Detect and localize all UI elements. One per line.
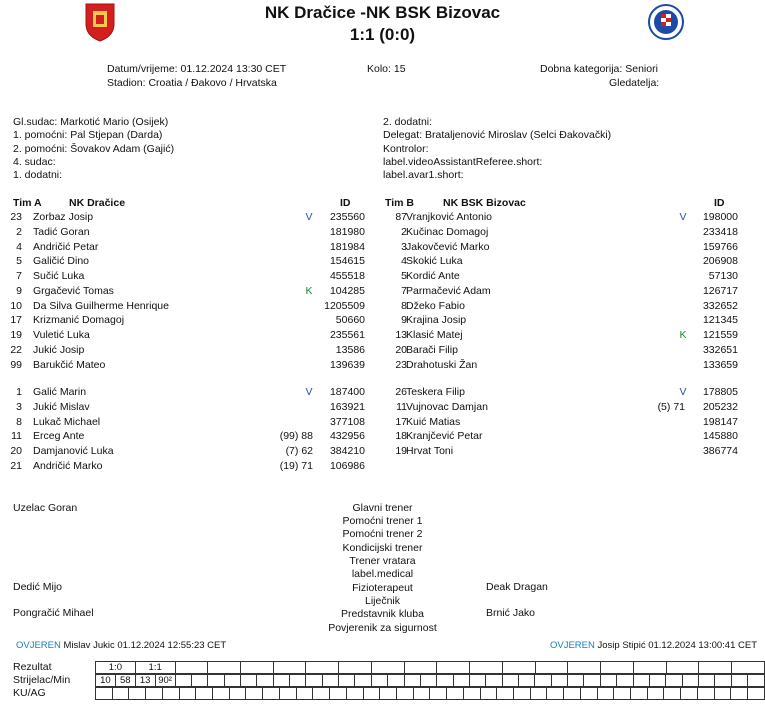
grid-cell xyxy=(224,675,240,687)
grid-cell xyxy=(731,675,747,687)
grid-cell xyxy=(714,688,731,700)
player-name: Kučinac Domagoj xyxy=(406,225,489,238)
grid-cell xyxy=(420,675,436,687)
player-name: Kuić Matias xyxy=(406,415,461,428)
away-physio: Deak Dragan xyxy=(486,581,548,593)
grid-cell xyxy=(263,688,280,700)
grid-cell xyxy=(346,688,363,700)
grid-cell xyxy=(513,688,530,700)
grid-cell xyxy=(748,675,765,687)
verified-badge: OVJEREN xyxy=(550,640,595,651)
staff-role-label: label.medical xyxy=(351,568,414,580)
official-entry: 2. dodatni: xyxy=(383,116,433,128)
player-number: 2 xyxy=(401,225,407,238)
grid-cell xyxy=(519,675,535,687)
grid-cell xyxy=(497,688,514,700)
grid-cell: 1:0 xyxy=(96,662,136,674)
player-number: 87 xyxy=(395,211,407,223)
player-number: 17 xyxy=(395,415,407,428)
player-id: 206908 xyxy=(702,255,738,268)
grid-cell xyxy=(112,688,129,700)
player-number: 99 xyxy=(10,358,22,371)
grid-cell xyxy=(246,688,263,700)
grid-cell xyxy=(666,675,682,687)
roster-row xyxy=(0,328,765,343)
player-number: 9 xyxy=(16,284,22,297)
grid-cell xyxy=(463,688,480,700)
grid-cell xyxy=(715,675,731,687)
grid-cell xyxy=(241,662,274,674)
result-row xyxy=(95,661,765,674)
player-id: 163921 xyxy=(329,400,365,413)
team-b-name: NK BSK Bizovac xyxy=(443,197,526,209)
player-name: Grgačević Tomas xyxy=(33,284,114,297)
player-number: 20 xyxy=(10,445,22,457)
player-number: 8 xyxy=(16,415,22,428)
player-number: 9 xyxy=(401,314,407,327)
home-head-coach: Uzelac Goran xyxy=(13,502,78,514)
player-name: Teskera Filip xyxy=(406,386,465,398)
grid-cell xyxy=(453,675,469,687)
player-number: 17 xyxy=(10,314,22,327)
grid-cell xyxy=(614,688,631,700)
grid-cell xyxy=(584,675,600,687)
player-number: 22 xyxy=(10,343,22,356)
player-name: Jukić Josip xyxy=(33,343,85,356)
official-entry: Kontrolor: xyxy=(383,142,429,155)
grid-cell xyxy=(175,662,208,674)
player-name: Da Silva Guilherme Henrique xyxy=(33,299,169,312)
player-id: 57130 xyxy=(708,270,738,282)
player-number: 23 xyxy=(395,358,407,371)
grid-cell xyxy=(748,688,765,700)
player-name: Barači Filip xyxy=(406,343,458,356)
grid-cell xyxy=(162,688,179,700)
player-number: 4 xyxy=(401,255,407,268)
grid-cell xyxy=(682,675,698,687)
player-name: Vuletić Luka xyxy=(33,329,90,341)
grid-cell xyxy=(547,688,564,700)
player-name: Galić Marin xyxy=(33,386,87,398)
match-datetime: Datum/vrijeme: 01.12.2024 13:30 CET xyxy=(107,63,287,75)
grid-cell xyxy=(257,675,273,687)
roster-row xyxy=(0,415,765,430)
player-id: 235560 xyxy=(329,211,365,223)
substitution-info: (7) 62 xyxy=(285,445,313,457)
team-b-id-header: ID xyxy=(714,197,725,209)
official-entry: label.avar1.short: xyxy=(383,169,464,182)
verified-badge: OVJEREN xyxy=(16,640,61,651)
player-number: 10 xyxy=(10,299,22,312)
roster-row xyxy=(0,444,765,459)
roster-row xyxy=(0,299,765,314)
grid-cell xyxy=(355,675,371,687)
player-id: 1205509 xyxy=(324,299,365,312)
grid-cell xyxy=(633,662,666,674)
grid-cell xyxy=(371,675,387,687)
team-a-id-header: ID xyxy=(340,197,351,209)
player-id: 384210 xyxy=(329,445,365,457)
team-b-label: Tim B xyxy=(385,197,414,209)
grid-cell xyxy=(664,688,681,700)
player-name: Lukač Michael xyxy=(33,415,101,428)
player-id: 181984 xyxy=(329,240,365,253)
player-name: Parmačević Adam xyxy=(406,284,491,297)
grid-cell xyxy=(447,688,464,700)
player-number: 3 xyxy=(401,240,407,253)
grid-cell: 10 xyxy=(96,675,116,687)
grid-cell xyxy=(339,675,355,687)
grid-label-scorer: Strijelac/Min xyxy=(13,674,71,686)
verified-by: Mislav Jukic 01.12.2024 12:55:23 CET xyxy=(63,640,227,651)
player-id: 455518 xyxy=(329,270,365,282)
official-entry: 1. dodatni: xyxy=(13,169,63,182)
player-id: 145880 xyxy=(702,430,738,443)
grid-cell xyxy=(240,675,256,687)
grid-cell xyxy=(213,688,230,700)
grid-cell xyxy=(568,675,584,687)
staff-role-label: Fizioterapeut xyxy=(352,582,413,594)
player-id: 121559 xyxy=(702,329,738,341)
grid-cell xyxy=(681,688,698,700)
grid-cell xyxy=(732,662,765,674)
roster-row xyxy=(0,459,765,474)
player-id: 159766 xyxy=(702,240,738,253)
player-name: Barukčić Mateo xyxy=(33,358,106,371)
team-a-label: Tim A xyxy=(13,197,42,209)
grid-cell xyxy=(697,688,714,700)
grid-cell xyxy=(179,688,196,700)
grid-cell xyxy=(322,675,338,687)
player-id: 126717 xyxy=(702,284,738,297)
grid-cell xyxy=(535,675,551,687)
grid-cell xyxy=(396,688,413,700)
official-entry: 2. pomoćni: Šovakov Adam (Gajić) xyxy=(13,142,175,155)
player-id: 13586 xyxy=(335,343,365,356)
goalkeeper-mark: V xyxy=(305,211,313,223)
staff-role-label: Pomoćni trener 2 xyxy=(342,528,423,540)
grid-cell xyxy=(486,675,502,687)
player-id: 432956 xyxy=(329,430,365,443)
player-name: Andričić Marko xyxy=(33,459,103,472)
player-name: Vujnovac Damjan xyxy=(406,400,488,413)
grid-cell xyxy=(437,675,453,687)
grid-cell xyxy=(502,662,535,674)
player-id: 139639 xyxy=(329,358,365,371)
grid-cell xyxy=(208,662,241,674)
substitution-info: (19) 71 xyxy=(279,459,313,472)
grid-cell xyxy=(631,688,648,700)
grid-cell xyxy=(388,675,404,687)
grid-cell xyxy=(306,675,322,687)
grid-cell xyxy=(430,688,447,700)
goalkeeper-mark: V xyxy=(305,386,313,398)
player-id: 106986 xyxy=(329,459,365,472)
roster-row xyxy=(0,284,765,299)
grid-cell: 58 xyxy=(115,675,135,687)
match-score: 1:1 (0:0) xyxy=(349,25,416,44)
grid-cell xyxy=(279,688,296,700)
match-spectators: Gledatelja: xyxy=(609,77,660,89)
grid-cell xyxy=(600,675,616,687)
team-a-name: NK Dračice xyxy=(69,197,126,209)
match-stadium: Stadion: Croatia / Đakovo / Hrvatska xyxy=(107,77,277,89)
grid-cell xyxy=(273,662,306,674)
roster-row xyxy=(0,313,765,328)
player-number: 1 xyxy=(16,386,22,398)
player-name: Kranjčević Petar xyxy=(406,430,483,443)
grid-cell xyxy=(530,688,547,700)
player-id: 104285 xyxy=(329,284,365,297)
grid-cell xyxy=(175,675,191,687)
grid-cell xyxy=(191,675,207,687)
goalkeeper-mark: V xyxy=(679,386,687,398)
grid-cell xyxy=(404,675,420,687)
staff-role-label: Pomoćni trener 1 xyxy=(342,515,423,527)
player-id: 377108 xyxy=(329,415,365,428)
grid-cell xyxy=(413,688,430,700)
roster-row xyxy=(0,400,765,415)
player-id: 235561 xyxy=(329,329,365,341)
player-name: Drahotuski Žan xyxy=(406,358,478,371)
player-id: 178805 xyxy=(702,386,738,398)
official-entry: Delegat: Brataljenović Miroslav (Selci Đakovački) xyxy=(383,129,612,142)
player-id: 121345 xyxy=(702,314,738,327)
player-id: 233418 xyxy=(702,225,738,238)
grid-cell xyxy=(339,662,372,674)
player-id: 133659 xyxy=(702,358,738,371)
player-id: 198000 xyxy=(702,211,738,223)
grid-cell xyxy=(597,688,614,700)
grid-cell xyxy=(313,688,330,700)
player-number: 26 xyxy=(395,386,407,398)
player-number: 5 xyxy=(16,255,22,268)
grid-cell xyxy=(146,688,163,700)
roster-row xyxy=(0,385,765,400)
player-number: 18 xyxy=(395,430,407,443)
roster-row xyxy=(0,269,765,284)
official-entry: label.videoAssistantReferee.short: xyxy=(383,155,543,168)
captain-mark: K xyxy=(305,284,313,297)
grid-cell xyxy=(229,688,246,700)
player-name: Damjanović Luka xyxy=(33,445,114,457)
roster-row xyxy=(0,254,765,269)
grid-cell xyxy=(363,688,380,700)
grid-cell xyxy=(196,688,213,700)
player-number: 3 xyxy=(16,400,22,413)
staff-role-label: Povjerenik za sigurnost xyxy=(328,622,437,634)
roster-row xyxy=(0,343,765,358)
grid-cell xyxy=(330,688,347,700)
grid-cell xyxy=(371,662,404,674)
roster-row xyxy=(0,210,765,225)
grid-cell xyxy=(647,688,664,700)
match-category: Dobna kategorija: Seniori xyxy=(540,63,658,75)
grid-cell xyxy=(96,688,113,700)
player-id: 205232 xyxy=(702,400,738,413)
home-physio: Dedić Mijo xyxy=(13,581,63,593)
player-name: Krajina Josip xyxy=(406,314,467,327)
official-entry: 1. pomoćni: Pal Stjepan (Darda) xyxy=(13,129,163,142)
grid-cell xyxy=(437,662,470,674)
grid-cell xyxy=(502,675,518,687)
verification-left xyxy=(16,640,226,651)
home-representative: Pongračić Mihael xyxy=(13,607,94,619)
player-number: 23 xyxy=(10,211,22,223)
player-number: 11 xyxy=(396,400,407,413)
grid-cell xyxy=(129,688,146,700)
grid-cell: 1:1 xyxy=(135,662,175,674)
player-name: Klasić Matej xyxy=(406,329,463,341)
player-name: Zorbaz Josip xyxy=(33,211,94,223)
captain-mark: K xyxy=(679,329,687,341)
player-number: 21 xyxy=(10,459,22,472)
player-number: 13 xyxy=(395,329,407,341)
player-id: 386774 xyxy=(702,445,738,457)
player-name: Tadić Goran xyxy=(33,225,90,238)
grid-cell xyxy=(380,688,397,700)
player-name: Jakovčević Marko xyxy=(406,240,490,253)
grid-cell xyxy=(617,675,633,687)
roster-row xyxy=(0,240,765,255)
away-representative: Brnić Jako xyxy=(486,607,536,619)
grid-cell xyxy=(699,675,715,687)
grid-cell xyxy=(601,662,634,674)
player-id: 154615 xyxy=(329,255,365,268)
grid-cell xyxy=(699,662,732,674)
roster-row xyxy=(0,358,765,373)
scorer-row xyxy=(95,674,765,687)
grid-cell xyxy=(469,675,485,687)
staff-role-label: Glavni trener xyxy=(352,502,413,514)
player-name: Skokić Luka xyxy=(406,255,463,268)
grid-cell xyxy=(666,662,699,674)
goalkeeper-mark: V xyxy=(679,211,687,223)
player-id: 187400 xyxy=(329,386,365,398)
grid-label-ku-ag: KU/AG xyxy=(13,687,46,699)
player-number: 5 xyxy=(401,270,407,282)
player-id: 198147 xyxy=(702,415,738,428)
match-round: Kolo: 15 xyxy=(367,63,406,75)
player-id: 332652 xyxy=(702,299,738,312)
official-entry: Gl.sudac: Markotić Mario (Osijek) xyxy=(13,116,169,128)
grid-cell xyxy=(404,662,437,674)
player-name: Kordić Ante xyxy=(406,270,460,282)
player-name: Jukić Mislav xyxy=(33,400,90,413)
staff-role-label: Trener vratara xyxy=(349,555,416,567)
grid-cell xyxy=(306,662,339,674)
verified-by: Josip Stipić 01.12.2024 13:00:41 CET xyxy=(597,640,758,651)
player-number: 7 xyxy=(401,284,407,297)
grid-cell xyxy=(290,675,306,687)
grid-cell xyxy=(649,675,665,687)
player-name: Džeko Fabio xyxy=(406,299,465,312)
grid-cell xyxy=(551,675,567,687)
grid-cell xyxy=(568,662,601,674)
player-number: 19 xyxy=(395,445,407,457)
staff-role-label: Kondicijski trener xyxy=(342,542,423,554)
grid-label-result: Rezultat xyxy=(13,661,52,673)
official-entry: 4. sudac: xyxy=(13,155,56,168)
grid-cell: 90² xyxy=(155,675,175,687)
player-number: 7 xyxy=(16,270,22,282)
grid-cell xyxy=(564,688,581,700)
player-name: Galičić Dino xyxy=(33,255,90,268)
player-name: Krizmanić Domagoj xyxy=(33,314,125,327)
grid-cell xyxy=(535,662,568,674)
substitution-info: (99) 88 xyxy=(279,430,313,443)
player-number: 19 xyxy=(10,329,22,341)
roster-row xyxy=(0,225,765,240)
player-name: Hrvat Toni xyxy=(406,445,454,457)
grid-cell: 13 xyxy=(135,675,155,687)
grid-cell xyxy=(731,688,748,700)
player-number: 20 xyxy=(395,343,407,356)
grid-cell xyxy=(296,688,313,700)
grid-cell xyxy=(273,675,289,687)
staff-role-label: Predstavnik kluba xyxy=(341,608,424,620)
match-title: NK Dračice -NK BSK Bizovac xyxy=(264,3,501,22)
player-id: 332651 xyxy=(702,343,738,356)
player-number: 11 xyxy=(11,430,22,443)
grid-cell xyxy=(208,675,224,687)
staff-role-label: Liječnik xyxy=(364,595,401,607)
player-name: Erceg Ante xyxy=(33,430,85,443)
roster-row xyxy=(0,429,765,444)
ku-ag-row xyxy=(95,687,765,700)
grid-cell xyxy=(480,688,497,700)
player-id: 50660 xyxy=(335,314,365,327)
player-name: Vranjković Antonio xyxy=(406,211,492,223)
player-number: 8 xyxy=(401,299,407,312)
player-number: 2 xyxy=(16,225,22,238)
substitution-info: (5) 71 xyxy=(657,400,685,413)
player-id: 181980 xyxy=(329,225,365,238)
grid-cell xyxy=(470,662,503,674)
verification-right xyxy=(550,640,757,651)
player-number: 4 xyxy=(16,240,22,253)
grid-cell xyxy=(633,675,649,687)
grid-cell xyxy=(580,688,597,700)
player-name: Andričić Petar xyxy=(33,240,99,253)
player-name: Sučić Luka xyxy=(33,270,85,282)
